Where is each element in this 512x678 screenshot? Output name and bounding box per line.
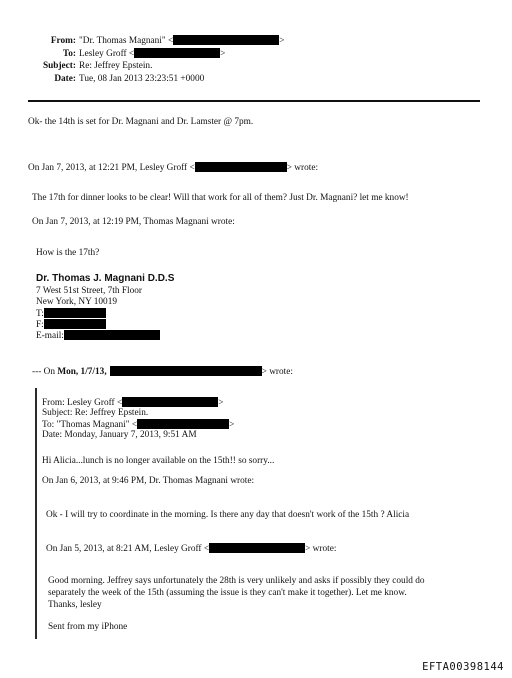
quoted-sent-from: Sent from my iPhone [48,622,128,632]
signature-email: E-mail: [36,330,160,342]
from-label: From: [50,36,76,46]
document-id: EFTA00398144 [422,661,504,673]
quoted-good-morning-1: Good morning. Jeffrey says unfortunately the 28th is very unlikely and asks if possibly they could do [48,576,425,586]
signature-address-2: New York, NY 10019 [36,297,118,307]
subject-label: Subject: [42,61,76,71]
redacted-phone [44,308,106,318]
date-value: Tue, 08 Jan 2013 23:23:51 +0000 [79,74,205,84]
quoted-hi-alicia: Hi Alicia...lunch is no longer available on the 15th!! so sorry... [42,456,275,466]
redacted-email [134,48,220,58]
subject-value: Re: Jeffrey Epstein. [79,61,153,71]
header-subject-row [0,61,152,72]
quote-text-how-17th: How is the 17th? [36,248,100,258]
signature-fax: F: [36,319,106,331]
redacted-email [137,419,229,429]
to-value: Lesley Groff < [79,49,135,59]
redacted-email [173,35,279,45]
quoted-date: Date: Monday, January 7, 2013, 9:51 AM [42,430,197,440]
redacted-email [209,543,305,553]
redacted-email [195,162,287,172]
redacted-fax [44,319,106,329]
quoted-from: From: Lesley Groff < > [42,398,224,408]
header-from-row: From: "Dr. Thomas Magnani" < > [0,35,285,47]
forward-intro: --- On Mon, 1/7/13, > wrote: [32,367,293,377]
quoted-jan6-text: Ok - I will try to coordinate in the morning. Is there any day that doesn't work of the 15th ? Alicia [46,510,410,520]
reply-line: Ok- the 14th is set for Dr. Magnani and Dr. Lamster @ 7pm. [28,117,254,127]
quoted-jan5-intro: On Jan 5, 2013, at 8:21 AM, Lesley Groff < > wrote: [46,544,337,554]
quoted-thanks: Thanks, lesley [48,600,102,610]
quote-text-17th-dinner: The 17th for dinner looks to be clear! Will that work for all of them? Just Dr. Magnani? let me know! [32,193,409,203]
header-date-row [0,74,204,85]
signature-address-1: 7 West 51st Street, 7th Floor [36,286,142,296]
quoted-to: To: "Thomas Magnani" < > [42,420,235,430]
redacted-email [122,397,218,407]
header-to-row: To: Lesley Groff < > [0,48,225,60]
quote-bar [35,388,37,639]
quoted-jan6-intro: On Jan 6, 2013, at 9:46 PM, Dr. Thomas Magnani wrote: [42,476,255,486]
quote-intro-jan7-1221: On Jan 7, 2013, at 12:21 PM, Lesley Groff < > wrote: [28,163,319,173]
header-divider [28,100,480,102]
from-value: "Dr. Thomas Magnani" < [79,36,174,46]
redacted-name [110,366,262,376]
quoted-good-morning-2: separately the week of the 15th (assuming the issue is they can't make it together). Let me know. [48,588,407,598]
redacted-email [64,330,160,340]
to-label: To: [62,49,76,59]
date-label: Date: [54,74,76,84]
quoted-subject: Subject: Re: Jeffrey Epstein. [42,408,149,418]
signature-name: Dr. Thomas J. Magnani D.D.S [36,273,175,284]
signature-phone: T: [36,308,106,320]
quote-intro-jan7-1219: On Jan 7, 2013, at 12:19 PM, Thomas Magnani wrote: [32,217,235,227]
